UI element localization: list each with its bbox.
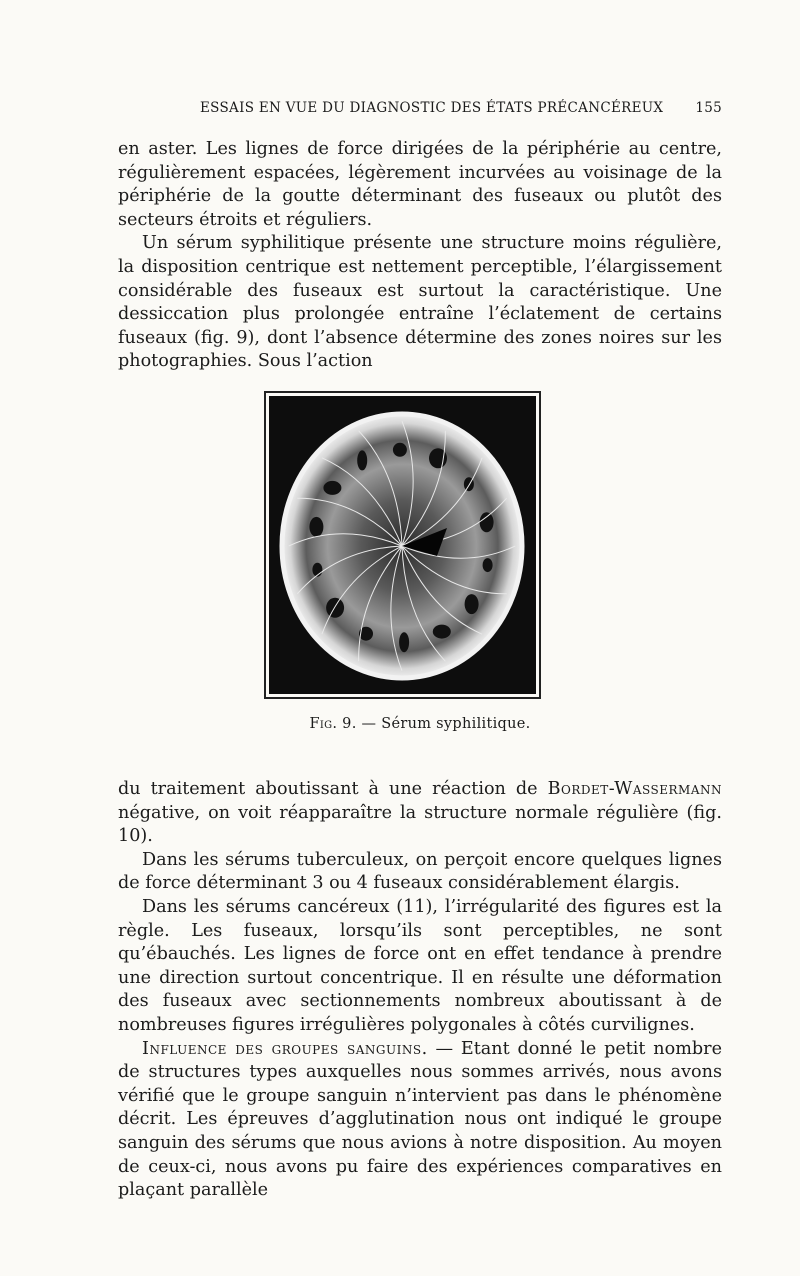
figure-title: Sérum syphilitique. xyxy=(381,716,531,732)
paragraph-syphilitic-serum: Un sérum syphilitique présente une structure moins régulière, la disposition centrique est nettement perceptible, l’élargissement considérable des fuseaux est surtout la caractéristique. Une dessiccation plus prolongée entraîne l’éclatement de certains fuseaux (fig. 9), dont l’absence détermine des zones noires sur les photographies. Sous l’action xyxy=(118,233,722,372)
paragraph-treatment-end: négative, on voit réapparaître la structure normale régulière (fig. 10). xyxy=(118,802,722,847)
page-number: 155 xyxy=(695,100,722,116)
dark-spot xyxy=(326,598,344,618)
running-title: ESSAIS EN VUE DU DIAGNOSTIC DES ÉTATS PRÉCANCÉREUX xyxy=(200,100,664,116)
dark-spot xyxy=(480,512,494,532)
paragraph-tuberculous-serum: Dans les sérums tuberculeux, on perçoit encore quelques lignes de force déterminant 3 ou 4 fuseaux considérablement élargis. xyxy=(118,849,722,894)
paragraph-cancerous-serum: Dans les sérums cancéreux (11), l’irrégularité des figures est la règle. Les fuseaux, lorsqu’ils sont perceptibles, ne sont qu’ébauchés. Les lignes de force ont en effet tendance à prendre une direction surtout concentrique. Il en résulte une déformation des fuseaux avec sectionnements nombreux aboutissant à de nombreuses figures irrégulières polygonales à côtés curvilignes. xyxy=(118,896,722,1035)
figure-9-photograph xyxy=(264,391,541,699)
dark-spot xyxy=(433,625,451,639)
serum-drop-image xyxy=(269,396,536,694)
caption-dash: — xyxy=(356,716,382,732)
paragraph-continuation: en aster. Les lignes de force dirigées de la périphérie au centre, régulièrement espacées, légèrement incurvées au voisinage de la périphérie de la goutte déterminant des fuseaux ou plutôt des secteurs étroits et réguliers. xyxy=(118,139,722,230)
text-block-top xyxy=(118,138,722,374)
dark-spot xyxy=(393,443,407,457)
paragraph-blood-groups xyxy=(118,1038,722,1203)
dark-spot xyxy=(309,517,323,537)
section-heading: Influence des groupes sanguins. xyxy=(142,1038,428,1059)
figure-caption xyxy=(118,716,722,732)
dark-spot xyxy=(399,632,409,652)
dark-spot xyxy=(483,558,493,572)
heading-dash: — xyxy=(427,1038,461,1059)
paragraph-treatment-start: du traitement aboutissant à une réaction de xyxy=(118,779,548,799)
dark-spot xyxy=(465,594,479,614)
author-name: Bordet-Wassermann xyxy=(547,779,722,799)
paragraph-blood-groups-body: Etant donné le petit nombre de structures types auxquelles nous sommes arrivés, nous avons vérifié que le groupe sanguin n’intervient pas dans le phénomène décrit. Les épreuves d’agglutination nous ont indiqué le groupe sanguin des sérums que nous avions à notre disposition. Au moyen de ceux-ci, nous avons pu faire des expériences comparatives en plaçant parallèle xyxy=(118,1038,722,1201)
dark-spot xyxy=(323,481,341,495)
text-block-bottom xyxy=(118,778,722,1203)
paragraph-treatment xyxy=(118,778,722,849)
figure-label: Fig. 9. xyxy=(309,716,357,732)
dark-spot xyxy=(357,450,367,470)
